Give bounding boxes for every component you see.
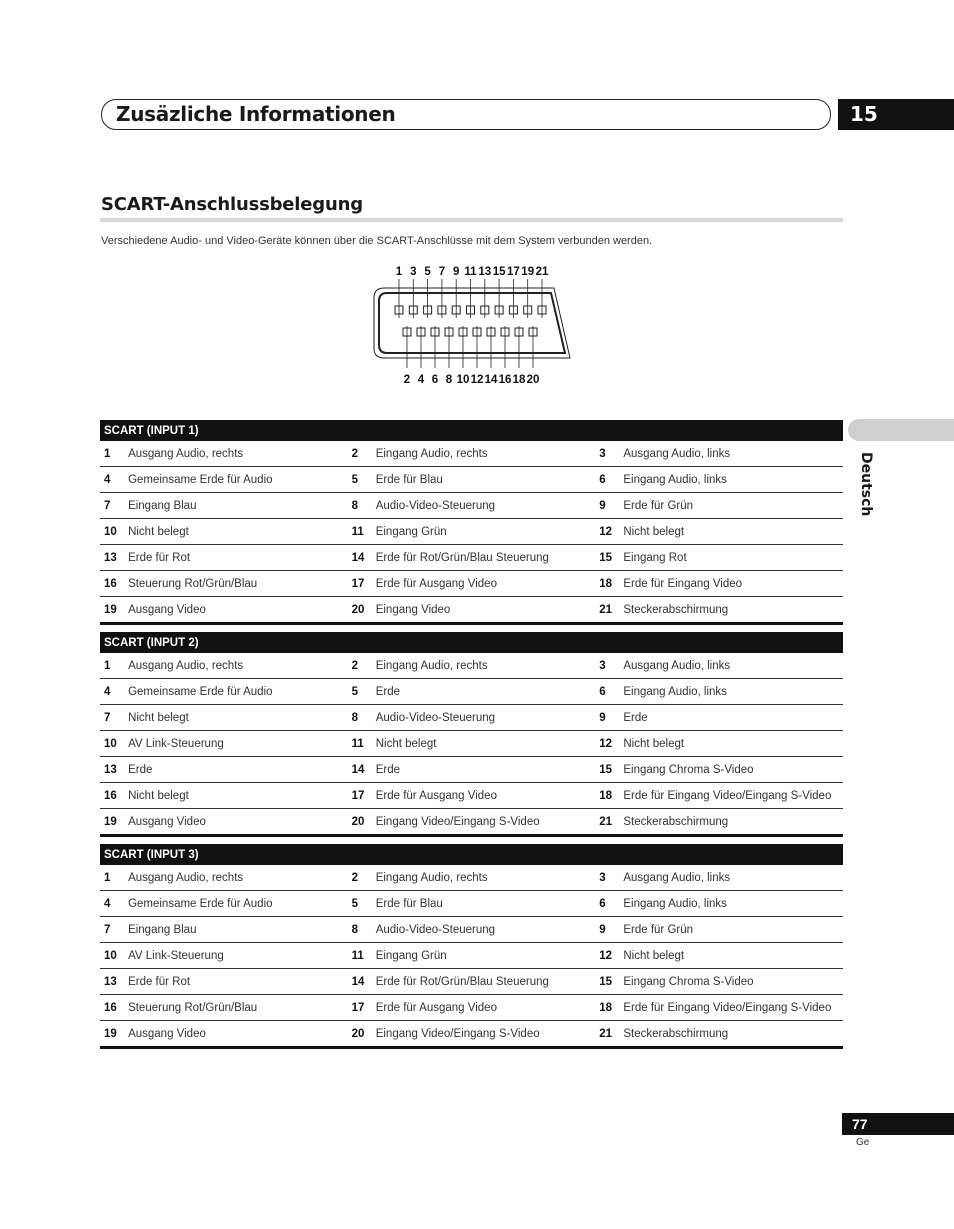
pin-number: 18	[595, 783, 623, 809]
language-label: Deutsch	[858, 452, 874, 517]
table-row	[100, 809, 843, 836]
pin-description: Eingang Audio, rechts	[376, 441, 596, 467]
pin-label-bottom: 18	[512, 374, 526, 386]
pin-number: 8	[348, 917, 376, 943]
pin-number: 4	[100, 891, 128, 917]
pin-number: 2	[348, 865, 376, 891]
pin-description: Ausgang Video	[128, 597, 348, 624]
pin-description: Eingang Audio, rechts	[376, 865, 596, 891]
pin-number: 17	[348, 783, 376, 809]
pin-number: 9	[595, 917, 623, 943]
table-row	[100, 969, 843, 995]
pin-label-bottom: 4	[417, 374, 425, 386]
pin-description: Eingang Audio, links	[623, 467, 843, 493]
scart-input-3-table	[100, 844, 843, 1049]
pin-description: Erde für Blau	[376, 467, 596, 493]
table-row	[100, 705, 843, 731]
pin-label-top: 1	[395, 266, 403, 278]
pin-description: Nicht belegt	[128, 519, 348, 545]
pin-description: Ausgang Audio, links	[623, 653, 843, 679]
pin-description: Steuerung Rot/Grün/Blau	[128, 995, 348, 1021]
pin-number: 12	[595, 519, 623, 545]
pin-number: 9	[595, 705, 623, 731]
pin-label-bottom: 16	[498, 374, 512, 386]
pin-description: Eingang Video	[376, 597, 596, 624]
pin-number: 8	[348, 493, 376, 519]
pin-label-top: 17	[507, 266, 520, 278]
pin-number: 5	[348, 467, 376, 493]
pin-number: 9	[595, 493, 623, 519]
pin-number: 12	[595, 943, 623, 969]
pin-description: Eingang Video/Eingang S-Video	[376, 809, 596, 836]
pin-description: Erde für Rot	[128, 545, 348, 571]
pin-number: 5	[348, 679, 376, 705]
pin-description: Erde	[376, 757, 596, 783]
chapter-header	[101, 99, 831, 130]
pin-number: 15	[595, 545, 623, 571]
pin-description: Ausgang Audio, rechts	[128, 653, 348, 679]
pin-description: Eingang Grün	[376, 943, 596, 969]
pin-number: 6	[595, 467, 623, 493]
pin-description: Erde für Blau	[376, 891, 596, 917]
pin-description: Steckerabschirmung	[623, 1021, 843, 1048]
table-row	[100, 731, 843, 757]
scart-input-2-table	[100, 632, 843, 837]
pin-number: 17	[348, 995, 376, 1021]
pin-number: 15	[595, 757, 623, 783]
pin-number: 7	[100, 917, 128, 943]
pin-description: Audio-Video-Steuerung	[376, 493, 596, 519]
pin-number: 21	[595, 1021, 623, 1048]
table-row	[100, 545, 843, 571]
pin-number: 7	[100, 705, 128, 731]
pin-description: Gemeinsame Erde für Audio	[128, 679, 348, 705]
pin-number: 21	[595, 809, 623, 836]
pin-description: Nicht belegt	[623, 519, 843, 545]
pin-description: Steckerabschirmung	[623, 809, 843, 836]
pin-description: Ausgang Video	[128, 809, 348, 836]
pin-number: 2	[348, 653, 376, 679]
pin-description: Eingang Grün	[376, 519, 596, 545]
pin-description: Erde für Ausgang Video	[376, 995, 596, 1021]
pin-description: Eingang Rot	[623, 545, 843, 571]
pin-label-top: 13	[478, 266, 492, 278]
table-row	[100, 943, 843, 969]
pin-description: Ausgang Audio, links	[623, 441, 843, 467]
pin-number: 20	[348, 809, 376, 836]
pin-number: 3	[595, 441, 623, 467]
pin-number: 7	[100, 493, 128, 519]
pin-label-bottom: 20	[526, 374, 540, 386]
pin-number: 1	[100, 653, 128, 679]
pin-number: 8	[348, 705, 376, 731]
pin-number: 6	[595, 891, 623, 917]
pin-description: Nicht belegt	[623, 731, 843, 757]
table-header	[100, 632, 843, 653]
intro-text: Verschiedene Audio- und Video-Geräte können über die SCART-Anschlüsse mit dem System verbunden werden.	[101, 235, 653, 247]
pin-number: 11	[348, 731, 376, 757]
pin-number: 14	[348, 757, 376, 783]
table-row	[100, 571, 843, 597]
pin-description: Erde für Eingang Video/Eingang S-Video	[623, 783, 843, 809]
pin-number: 6	[595, 679, 623, 705]
pin-description: Erde für Rot/Grün/Blau Steuerung	[376, 969, 596, 995]
pin-description: Erde für Eingang Video	[623, 571, 843, 597]
table-row	[100, 679, 843, 705]
pin-description: Gemeinsame Erde für Audio	[128, 891, 348, 917]
table-title: SCART (INPUT 3)	[100, 844, 843, 865]
pin-description: Audio-Video-Steuerung	[376, 705, 596, 731]
pin-number: 18	[595, 571, 623, 597]
pin-label-top: 3	[410, 266, 417, 278]
section-title: SCART-Anschlussbelegung	[101, 194, 363, 215]
pin-number: 20	[348, 597, 376, 624]
table-row	[100, 653, 843, 679]
side-tab	[848, 419, 954, 441]
pin-description: Erde für Rot	[128, 969, 348, 995]
pin-number: 19	[100, 1021, 128, 1048]
pin-number: 14	[348, 545, 376, 571]
pin-description: AV Link-Steuerung	[128, 731, 348, 757]
pin-number: 16	[100, 783, 128, 809]
pin-label-bottom: 14	[484, 374, 498, 386]
pin-description: Erde für Ausgang Video	[376, 571, 596, 597]
pin-number: 13	[100, 545, 128, 571]
pin-number: 16	[100, 571, 128, 597]
pin-description: Eingang Chroma S-Video	[623, 757, 843, 783]
pin-description: Ausgang Audio, links	[623, 865, 843, 891]
pin-label-bottom: 6	[431, 374, 439, 386]
table-row	[100, 597, 843, 624]
pin-description: Erde für Grün	[623, 917, 843, 943]
pin-description: Nicht belegt	[376, 731, 596, 757]
pin-number: 19	[100, 597, 128, 624]
table-row	[100, 891, 843, 917]
pin-description: Eingang Blau	[128, 493, 348, 519]
pin-label-bottom: 2	[403, 374, 411, 386]
pin-description: Steckerabschirmung	[623, 597, 843, 624]
table-row	[100, 783, 843, 809]
pin-description: Eingang Audio, links	[623, 891, 843, 917]
pin-description: Eingang Audio, links	[623, 679, 843, 705]
table-row	[100, 865, 843, 891]
pin-description: Eingang Audio, rechts	[376, 653, 596, 679]
pin-description: Erde	[623, 705, 843, 731]
page-language-code: Ge	[856, 1137, 870, 1148]
pin-description: Eingang Blau	[128, 917, 348, 943]
scart-connector-diagram	[370, 262, 580, 390]
pin-label-bottom: 12	[470, 374, 484, 386]
pin-description: Erde für Ausgang Video	[376, 783, 596, 809]
pin-number: 1	[100, 441, 128, 467]
pin-number: 2	[348, 441, 376, 467]
table-row	[100, 441, 843, 467]
pin-label-top: 11	[464, 266, 477, 278]
pin-number: 11	[348, 519, 376, 545]
pin-description: Eingang Video/Eingang S-Video	[376, 1021, 596, 1048]
pin-label-bottom: 8	[445, 374, 453, 386]
pin-number: 1	[100, 865, 128, 891]
chapter-title: Zusäzliche Informationen	[116, 102, 396, 126]
pin-number: 11	[348, 943, 376, 969]
table-row	[100, 995, 843, 1021]
pin-number: 20	[348, 1021, 376, 1048]
pin-label-top: 19	[521, 266, 535, 278]
chapter-number: 15	[850, 102, 878, 126]
pin-description: AV Link-Steuerung	[128, 943, 348, 969]
table-header	[100, 844, 843, 865]
pin-description: Audio-Video-Steuerung	[376, 917, 596, 943]
pin-number: 3	[595, 653, 623, 679]
pin-number: 18	[595, 995, 623, 1021]
page-number-badge	[842, 1113, 954, 1135]
pin-number: 10	[100, 943, 128, 969]
pin-label-bottom: 10	[456, 374, 470, 386]
pin-number: 19	[100, 809, 128, 836]
pin-description: Nicht belegt	[623, 943, 843, 969]
pin-description: Erde für Grün	[623, 493, 843, 519]
pin-number: 12	[595, 731, 623, 757]
pin-label-top: 15	[492, 266, 506, 278]
pin-description: Nicht belegt	[128, 705, 348, 731]
pin-number: 4	[100, 467, 128, 493]
pin-label-top: 21	[535, 266, 549, 278]
pin-number: 16	[100, 995, 128, 1021]
table-row	[100, 519, 843, 545]
pin-number: 15	[595, 969, 623, 995]
pin-description: Erde für Rot/Grün/Blau Steuerung	[376, 545, 596, 571]
pin-description: Gemeinsame Erde für Audio	[128, 467, 348, 493]
pin-description: Ausgang Audio, rechts	[128, 865, 348, 891]
pin-description: Erde für Eingang Video/Eingang S-Video	[623, 995, 843, 1021]
table-header	[100, 420, 843, 441]
pin-description: Erde	[376, 679, 596, 705]
pin-description: Steuerung Rot/Grün/Blau	[128, 571, 348, 597]
table-row	[100, 493, 843, 519]
pin-number: 17	[348, 571, 376, 597]
pin-number: 21	[595, 597, 623, 624]
pin-number: 4	[100, 679, 128, 705]
scart-input-1-table	[100, 420, 843, 625]
table-row	[100, 1021, 843, 1048]
section-divider	[100, 218, 843, 222]
table-row	[100, 757, 843, 783]
pin-number: 13	[100, 757, 128, 783]
chapter-number-badge	[838, 99, 954, 130]
pin-description: Nicht belegt	[128, 783, 348, 809]
pin-number: 10	[100, 519, 128, 545]
pin-number: 3	[595, 865, 623, 891]
pin-label-top: 7	[438, 266, 446, 278]
pin-label-top: 5	[424, 266, 431, 278]
pin-description: Ausgang Audio, rechts	[128, 441, 348, 467]
pin-number: 14	[348, 969, 376, 995]
table-title: SCART (INPUT 2)	[100, 632, 843, 653]
pin-number: 13	[100, 969, 128, 995]
pin-label-top: 9	[452, 266, 460, 278]
pin-number: 10	[100, 731, 128, 757]
pin-description: Erde	[128, 757, 348, 783]
table-row	[100, 917, 843, 943]
page-number: 77	[852, 1116, 868, 1132]
table-title: SCART (INPUT 1)	[100, 420, 843, 441]
pin-number: 5	[348, 891, 376, 917]
pin-description: Eingang Chroma S-Video	[623, 969, 843, 995]
table-row	[100, 467, 843, 493]
pin-description: Ausgang Video	[128, 1021, 348, 1048]
